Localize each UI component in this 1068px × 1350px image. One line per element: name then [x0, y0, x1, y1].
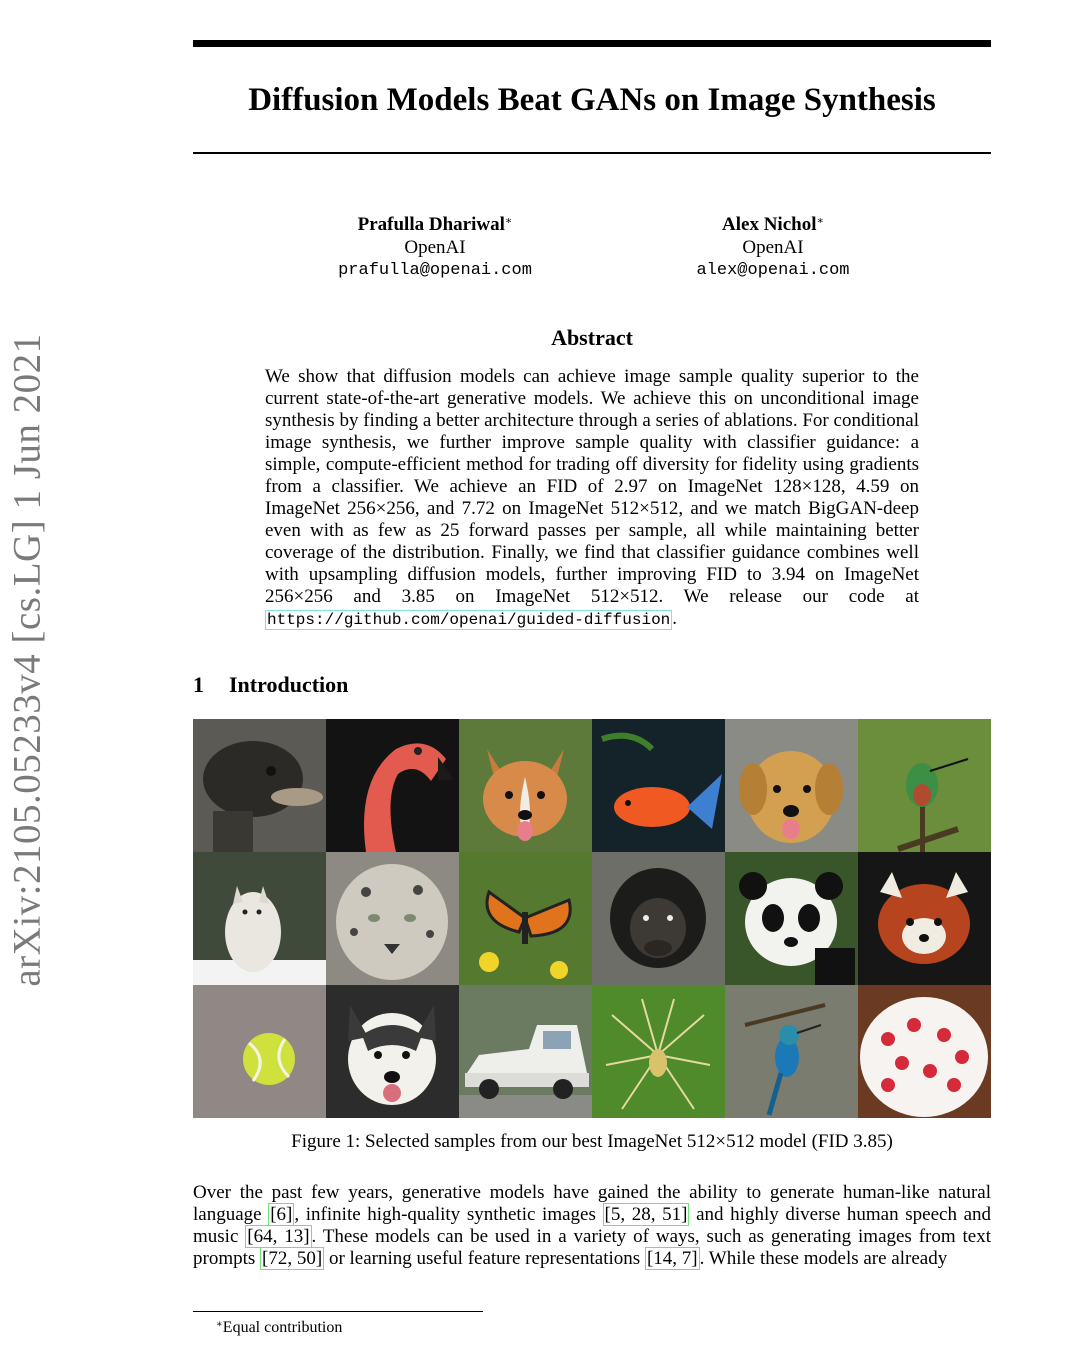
intro-text-run: Over the past few years, generative models have gained the ability to generate human-like natural language: [193, 1182, 991, 1225]
goldfish-photo-icon: [592, 719, 725, 852]
corgi-photo-icon: [459, 719, 592, 852]
title-top-rule: [193, 40, 991, 47]
flamingo-photo-icon: [326, 719, 459, 852]
sample-image-12: [858, 852, 991, 985]
golden-retriever-photo-icon: [725, 719, 858, 852]
footnote: [216, 1315, 342, 1338]
equal-contribution-mark: ∗: [504, 215, 513, 227]
author-email[interactable]: alex@openai.com: [696, 261, 850, 280]
sample-image-4: [592, 719, 725, 852]
sample-image-5: [725, 719, 858, 852]
citation-link[interactable]: [6]: [270, 1204, 293, 1225]
sample-image-14: [326, 985, 459, 1118]
sample-image-7: [193, 852, 326, 985]
sample-image-18: [858, 985, 991, 1118]
sample-image-6: [858, 719, 991, 852]
author-2: [653, 210, 893, 282]
red-panda-photo-icon: [858, 852, 991, 985]
intro-text-run: or learning useful feature representations: [324, 1248, 645, 1269]
intro-text-run: and highly diverse human speech and music: [193, 1204, 992, 1247]
abstract-heading: Abstract: [551, 325, 633, 350]
spider-photo-icon: [592, 985, 725, 1118]
footnote-mark: ∗: [216, 1319, 223, 1330]
monarch-butterfly-photo-icon: [459, 852, 592, 985]
figure-caption: Figure 1: Selected samples from our best ImageNet 512×512 model (FID 3.85): [291, 1131, 893, 1152]
code-repository-link[interactable]: https://github.com/openai/guided-diffusion: [267, 611, 671, 629]
citation-link[interactable]: [5, 28, 51]: [604, 1204, 688, 1225]
sample-image-8: [326, 852, 459, 985]
intro-text-run: , infinite high-quality synthetic images: [294, 1204, 603, 1225]
citation-link[interactable]: [72, 50]: [262, 1248, 323, 1269]
author-1: [315, 210, 555, 282]
arctic-wolf-photo-icon: [193, 852, 326, 985]
sample-image-2: [326, 719, 459, 852]
author-block: [193, 210, 991, 290]
author-affiliation: OpenAI: [404, 237, 466, 258]
hummingbird-photo-icon: [858, 719, 991, 852]
author-name: Alex Nichol∗: [722, 214, 824, 235]
title-bottom-rule: [193, 152, 991, 154]
arxiv-identifier-stamp: arXiv:2105.05233v4 [cs.LG] 1 Jun 2021: [5, 333, 49, 987]
sample-image-1: [193, 719, 326, 852]
footnote-text: Equal contribution: [222, 1319, 343, 1336]
sample-image-13: [193, 985, 326, 1118]
raspberry-dessert-photo-icon: [858, 985, 991, 1118]
paper-page: [193, 40, 991, 1270]
intro-text-run: . These models can be used in a variety of ways, such as generating images from text prompts: [193, 1226, 991, 1269]
chimpanzee-photo-icon: [592, 852, 725, 985]
figure-1-sample-grid: [193, 719, 991, 1118]
pickup-truck-photo-icon: [459, 985, 592, 1118]
section-title: Introduction: [229, 672, 349, 697]
equal-contribution-mark: ∗: [816, 215, 824, 227]
author-email[interactable]: prafulla@openai.com: [338, 261, 532, 280]
sample-image-9: [459, 852, 592, 985]
snow-leopard-photo-icon: [326, 852, 459, 985]
section-heading-introduction: [193, 671, 991, 699]
author-affiliation: OpenAI: [742, 237, 804, 258]
bee-eater-photo-icon: [725, 985, 858, 1118]
sample-image-11: [725, 852, 858, 985]
footnote-rule: [193, 1311, 483, 1312]
paper-title: Diffusion Models Beat GANs on Image Synthesis: [248, 82, 936, 118]
sample-image-16: [592, 985, 725, 1118]
ostrich-photo-icon: [193, 719, 326, 852]
author-name: Prafulla Dhariwal∗: [357, 214, 513, 235]
sample-image-10: [592, 852, 725, 985]
citation-link[interactable]: [64, 13]: [247, 1226, 310, 1247]
sample-image-15: [459, 985, 592, 1118]
giant-panda-photo-icon: [725, 852, 858, 985]
intro-text-run: . While these models are already: [699, 1248, 948, 1269]
section-number: 1: [193, 672, 204, 697]
sample-image-3: [459, 719, 592, 852]
husky-photo-icon: [326, 985, 459, 1118]
citation-link[interactable]: [14, 7]: [646, 1248, 698, 1269]
sample-image-17: [725, 985, 858, 1118]
abstract-text: We show that diffusion models can achieve image sample quality superior to the current state-of-the-art generative models. We achieve this on unconditional image synthesis by finding a better architecture through a series of ablations. For conditional image synthesis, we further improve sample quality with classifier guidance: a simple, compute-efficient method for trading off diversity for fidelity using gradients from a classifier. We achieve an FID of 2.97 on ImageNet 128×128, 4.59 on ImageNet 256×256, and 7.72 on ImageNet 512×512, and we match BigGAN-deep even with as few as 25 forward passes per sample, all while maintaining better coverage of the distribution. Finally, we find that classifier guidance combines well with upsampling diffusion models, further improving FID to 3.94 on ImageNet 256×256 and 3.85 on ImageNet 512×512. We release our code at https://github.com/openai/guided-diffusion .: [265, 366, 919, 629]
tennis-ball-photo-icon: [193, 985, 326, 1118]
introduction-paragraph: [193, 1182, 991, 1270]
